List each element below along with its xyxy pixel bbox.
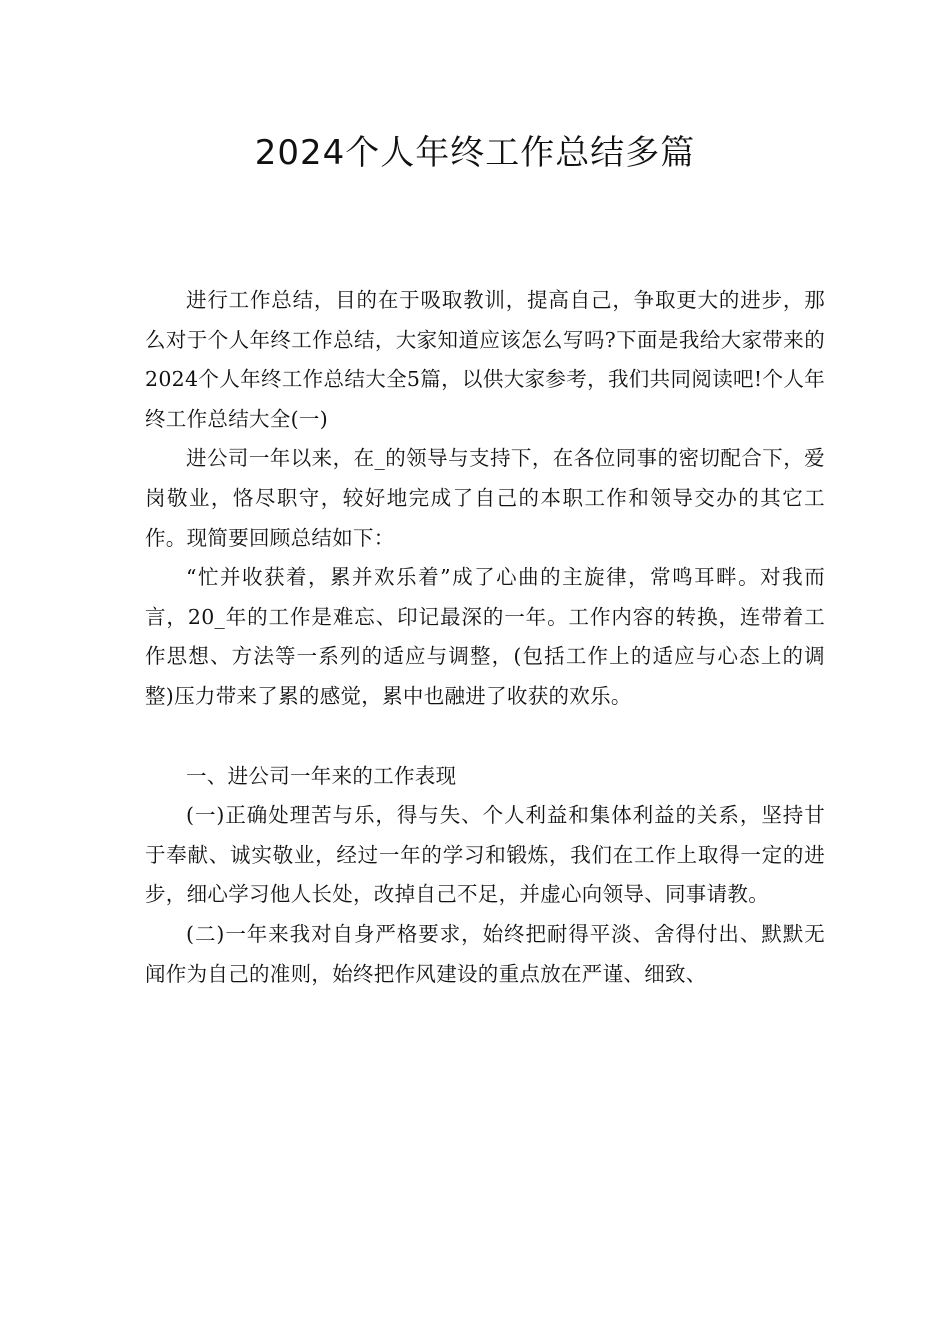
section-heading: 一、进公司一年来的工作表现 bbox=[186, 763, 457, 788]
paragraph-spacer bbox=[145, 717, 825, 757]
page-title: 2024个人年终工作总结多篇 bbox=[254, 133, 696, 173]
paragraph-review: 进公司一年以来，在_的领导与支持下，在各位同事的密切配合下，爱岗敬业，恪尽职守，较好地完成了自己的本职工作和领导交办的其它工作。现简要回顾总结如下： bbox=[145, 446, 825, 550]
paragraph-busy: “忙并收获着，累并欢乐着”成了心曲的主旋律，常鸣耳畔。对我而言，20_年的工作是难忘、印记最深的一年。工作内容的转换，连带着工作思想、方法等一系列的适应与调整，(包括工作上的适应与心态上的调整)压力带来了累的感觉，累中也融进了收获的欢乐。 bbox=[145, 565, 825, 708]
document-body bbox=[145, 281, 825, 994]
paragraph-point-2: (二)一年来我对自身严格要求，始终把耐得平淡、舍得付出、默默无闻作为自己的准则，始终把作风建设的重点放在严谨、细致、 bbox=[145, 921, 825, 986]
paragraph-point-1: (一)正确处理苦与乐，得与失、个人利益和集体利益的关系，坚持甘于奉献、诚实敬业，经过一年的学习和锻炼，我们在工作上取得一定的进步，细心学习他人长处，改掉自己不足，并虚心向领导、同事请教。 bbox=[145, 803, 825, 907]
paragraph-intro: 进行工作总结，目的在于吸取教训，提高自己，争取更大的进步，那么对于个人年终工作总结，大家知道应该怎么写吗?下面是我给大家带来的2024个人年终工作总结大全5篇，以供大家参考，我们共同阅读吧!个人年终工作总结大全(一) bbox=[145, 288, 825, 431]
